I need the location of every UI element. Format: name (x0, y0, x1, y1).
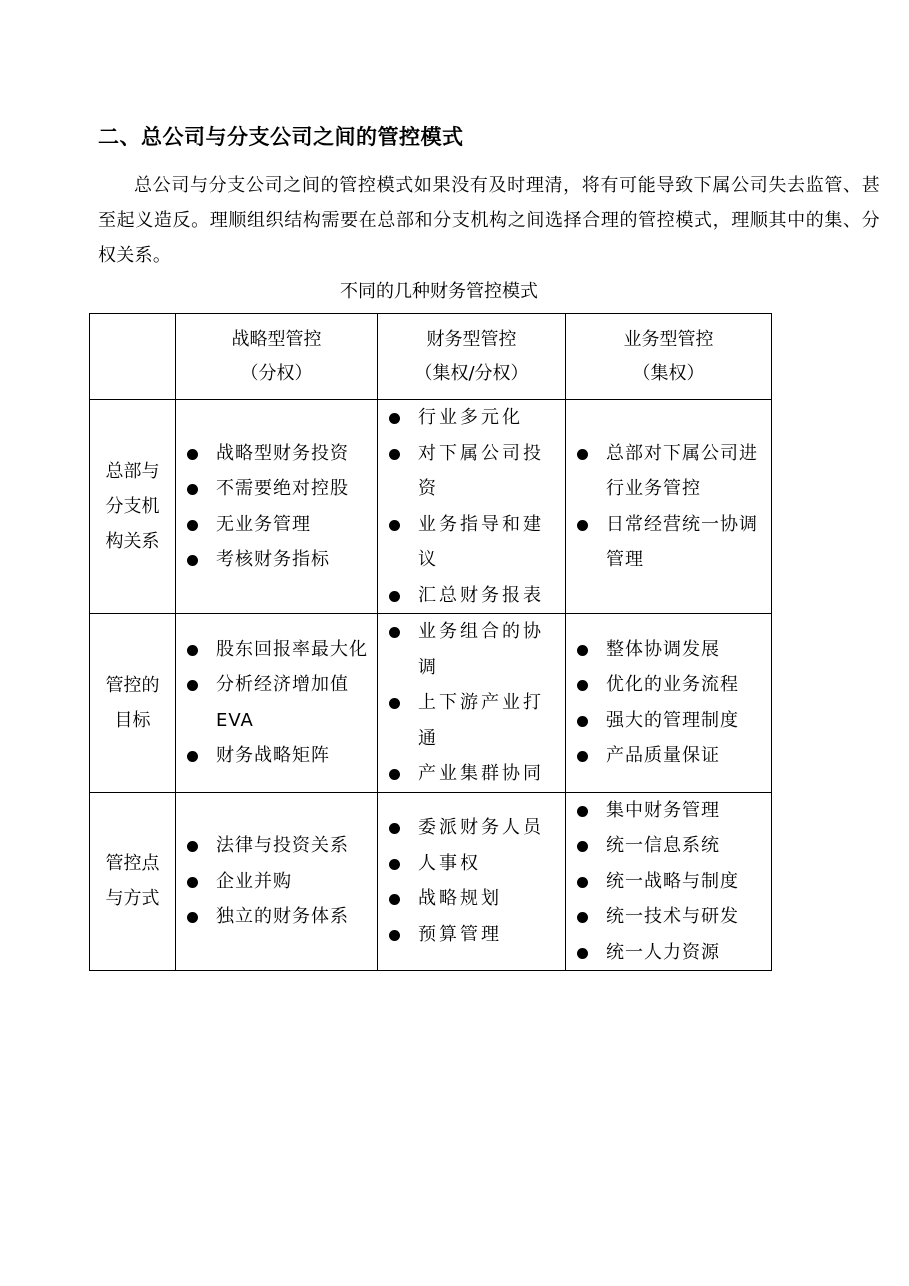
row-label-line: 目标 (114, 709, 151, 731)
list-item: 日常经营统一协调管理 (576, 507, 765, 578)
list-item: 产业集群协同 (388, 756, 559, 792)
table-cell (378, 400, 566, 614)
list-item: 整体协调发展 (576, 632, 765, 668)
bullet-list (176, 632, 377, 774)
table-cell (378, 614, 566, 793)
table-caption (98, 281, 880, 303)
list-item: 业务指导和建议 (388, 507, 559, 578)
list-item: 人事权 (388, 846, 559, 882)
table-cell (566, 614, 772, 793)
table-cell (176, 614, 378, 793)
list-item: 汇总财务报表 (388, 578, 559, 614)
list-item: 优化的业务流程 (576, 667, 765, 703)
list-item: 统一人力资源 (576, 935, 765, 971)
table-cell (566, 400, 772, 614)
column-subtitle: （集权） (632, 362, 705, 384)
list-item: 财务战略矩阵 (186, 738, 371, 774)
list-item: 业务组合的协调 (388, 614, 559, 685)
table-cell (378, 792, 566, 971)
list-item: 考核财务指标 (186, 542, 371, 578)
table-cell (176, 792, 378, 971)
list-item: 预算管理 (388, 917, 559, 953)
table-row (90, 400, 772, 614)
row-label-line: 分支机 (105, 496, 160, 517)
column-subtitle: （集权/分权） (414, 362, 529, 384)
list-item: 股东回报率最大化 (186, 632, 371, 668)
list-item: 战略规划 (388, 881, 559, 917)
column-header-strategic (176, 314, 378, 400)
list-item: 行业多元化 (388, 400, 559, 436)
list-item: 分析经济增加值EVA (186, 667, 371, 738)
column-title: 业务型管控 (623, 328, 714, 350)
list-item: 集中财务管理 (576, 793, 765, 829)
control-mode-table (89, 313, 772, 971)
body-paragraph: 总公司与分支公司之间的管控模式如果没有及时理清，将有可能导致下属公司失去监管、甚至起义造反。理顺组织结构需要在总部和分支机构之间选择合理的管控模式，理顺其中的集、分权关系。 (98, 175, 880, 266)
list-item: 法律与投资关系 (186, 828, 371, 864)
bullet-list (566, 632, 771, 774)
list-item: 独立的财务体系 (186, 899, 371, 935)
list-item: 战略型财务投资 (186, 436, 371, 472)
table-cell (566, 792, 772, 971)
row-label-relationship (90, 400, 176, 614)
bullet-list (566, 436, 771, 578)
list-item: 无业务管理 (186, 507, 371, 543)
table-row (90, 614, 772, 793)
row-label-line: 管控点 (105, 853, 160, 875)
column-title: 财务型管控 (426, 328, 517, 350)
bullet-list (378, 614, 565, 792)
bullet-list (378, 400, 565, 613)
table-row (90, 792, 772, 971)
list-item: 强大的管理制度 (576, 703, 765, 739)
bullet-list (566, 793, 771, 971)
table-header-row (90, 314, 772, 400)
list-item: 委派财务人员 (388, 810, 559, 846)
column-header-operational (566, 314, 772, 400)
list-item: 统一战略与制度 (576, 864, 765, 900)
table-cell (176, 400, 378, 614)
row-label-line: 管控的 (105, 674, 160, 696)
list-item: 产品质量保证 (576, 738, 765, 774)
list-item: 上下游产业打通 (388, 685, 559, 756)
section-heading: 二、总公司与分支公司之间的管控模式 (98, 125, 464, 149)
row-label-line: 构关系 (105, 531, 160, 552)
row-label-goal (90, 614, 176, 793)
list-item: 不需要绝对控股 (186, 471, 371, 507)
list-item: 对下属公司投资 (388, 436, 559, 507)
list-item: 统一信息系统 (576, 828, 765, 864)
table-caption-text: 不同的几种财务管控模式 (340, 281, 538, 302)
row-label-method (90, 792, 176, 971)
column-header-financial (378, 314, 566, 400)
bullet-list (378, 810, 565, 952)
list-item: 统一技术与研发 (576, 899, 765, 935)
list-item: 企业并购 (186, 864, 371, 900)
bullet-list (176, 436, 377, 578)
row-label-line: 与方式 (105, 888, 160, 910)
corner-cell (90, 314, 176, 400)
column-subtitle: （分权） (240, 362, 313, 384)
row-label-line: 总部与 (105, 461, 160, 482)
list-item: 总部对下属公司进行业务管控 (576, 436, 765, 507)
column-title: 战略型管控 (231, 328, 322, 350)
bullet-list (176, 828, 377, 935)
